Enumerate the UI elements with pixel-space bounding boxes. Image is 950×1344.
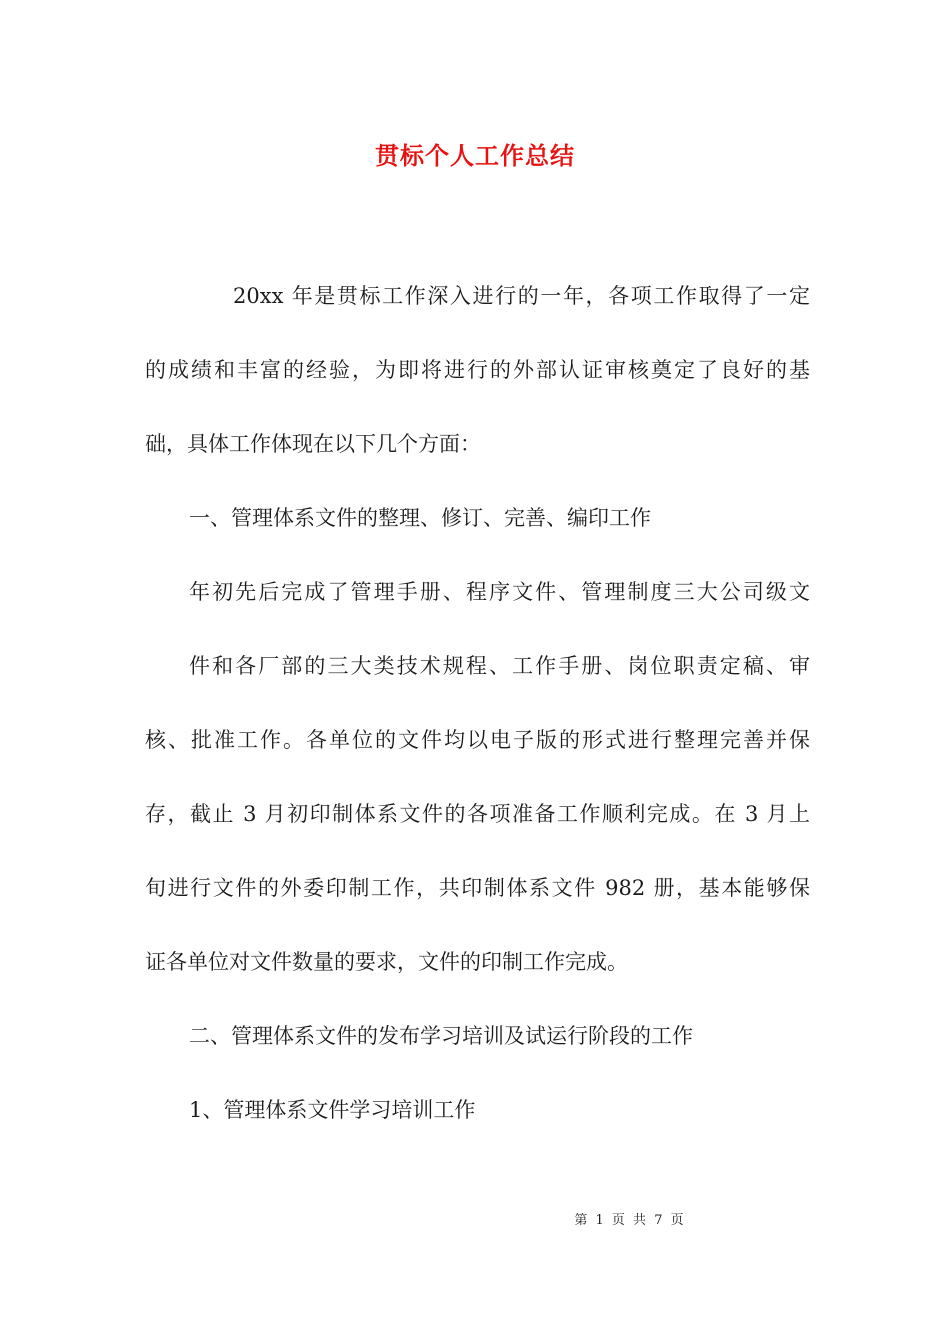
paragraph-line-9: 证各单位对文件数量的要求，文件的印制工作完成。: [145, 950, 628, 974]
paragraph-line-3: 础，具体工作体现在以下几个方面：: [145, 432, 481, 456]
paragraph-line-6: 核、批准工作。各单位的文件均以电子版的形式进行整理完善并保: [145, 728, 810, 752]
paragraph-line-2: 的成绩和丰富的经验，为即将进行的外部认证审核奠定了良好的基: [145, 358, 810, 382]
subsection-heading-1: 1、管理体系文件学习培训工作: [189, 1098, 476, 1122]
document-title: 贯标个人工作总结: [375, 141, 575, 170]
page-number-footer: [0, 1209, 950, 1228]
section-heading-2: 二、管理体系文件的发布学习培训及试运行阶段的工作: [189, 1024, 693, 1048]
paragraph-line-4: 年初先后完成了管理手册、程序文件、管理制度三大公司级文: [189, 580, 810, 604]
page-number-text: 第 1 页 共 7 页: [574, 1213, 686, 1228]
section-heading-1: 一、管理体系文件的整理、修订、完善、编印工作: [189, 506, 651, 530]
paragraph-line-5: 件和各厂部的三大类技术规程、工作手册、岗位职责定稿、审: [189, 654, 810, 678]
paragraph-line-7: 存，截止 3 月初印制体系文件的各项准备工作顺利完成。在 3 月上: [145, 802, 810, 826]
paragraph-line-1: 20xx 年是贯标工作深入进行的一年，各项工作取得了一定: [233, 284, 810, 308]
paragraph-line-8: 旬进行文件的外委印制工作，共印制体系文件 982 册，基本能够保: [145, 876, 810, 900]
